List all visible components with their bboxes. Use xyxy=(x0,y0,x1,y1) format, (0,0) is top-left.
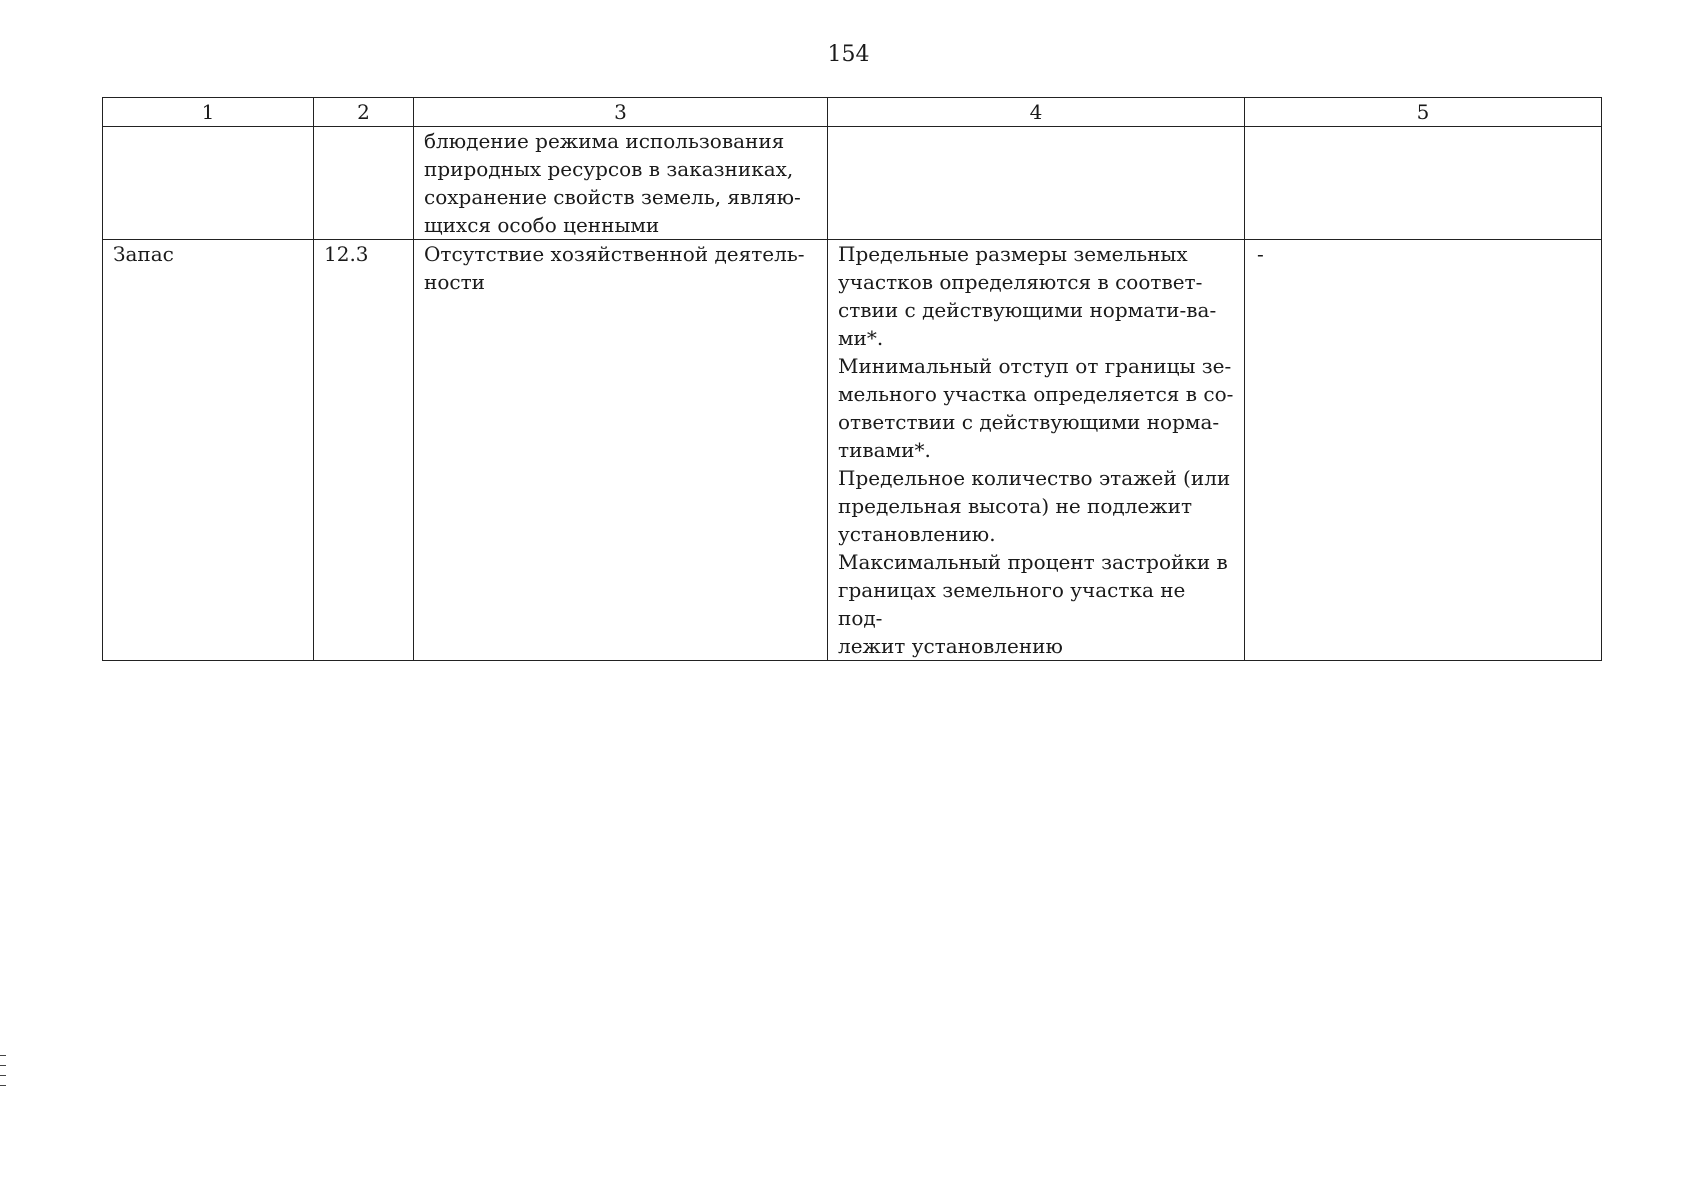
column-number-5: 5 xyxy=(1245,98,1602,127)
regulations-table xyxy=(102,97,1602,661)
cell-text: блюдение режима использования природных ресурсов в заказниках, сохранение свойств земель, являю- щихся особо ценными xyxy=(424,129,801,237)
page-number: 154 xyxy=(827,42,870,67)
column-number-3: 3 xyxy=(414,98,828,127)
cell-parameters xyxy=(828,240,1245,661)
cell-text: 12.3 xyxy=(324,242,369,266)
cell-text: Запас xyxy=(113,242,174,266)
column-number-4: 4 xyxy=(828,98,1245,127)
table-header-row xyxy=(103,98,1602,127)
cell-code xyxy=(314,240,414,661)
column-number-2: 2 xyxy=(314,98,414,127)
cell-notes xyxy=(1245,240,1602,661)
cell-description xyxy=(414,240,828,661)
cell-text: Предельные размеры земельных участков определяются в соответ- ствии с действующими нормати-ва- ми*. Минимальный отступ от границы зе- мельного участка определяется в со- ответствии с действующими норма- тивами*. Предельное количество этажей (или предельная высота) не подлежит установлению. Максимальный процент застройки в границах земельного участка не под- лежит установлению xyxy=(838,242,1234,658)
table-row xyxy=(103,127,1602,240)
table-row xyxy=(103,240,1602,661)
cell-text: - xyxy=(1257,242,1264,266)
cell-text: Отсутствие хозяйственной деятель- ности xyxy=(424,242,805,294)
cell-code xyxy=(314,127,414,240)
cell-zone-name xyxy=(103,127,314,240)
cell-notes xyxy=(1245,127,1602,240)
cell-description xyxy=(414,127,828,240)
scan-edge-marks xyxy=(0,1055,8,1095)
column-number-1: 1 xyxy=(103,98,314,127)
cell-parameters xyxy=(828,127,1245,240)
cell-zone-name xyxy=(103,240,314,661)
